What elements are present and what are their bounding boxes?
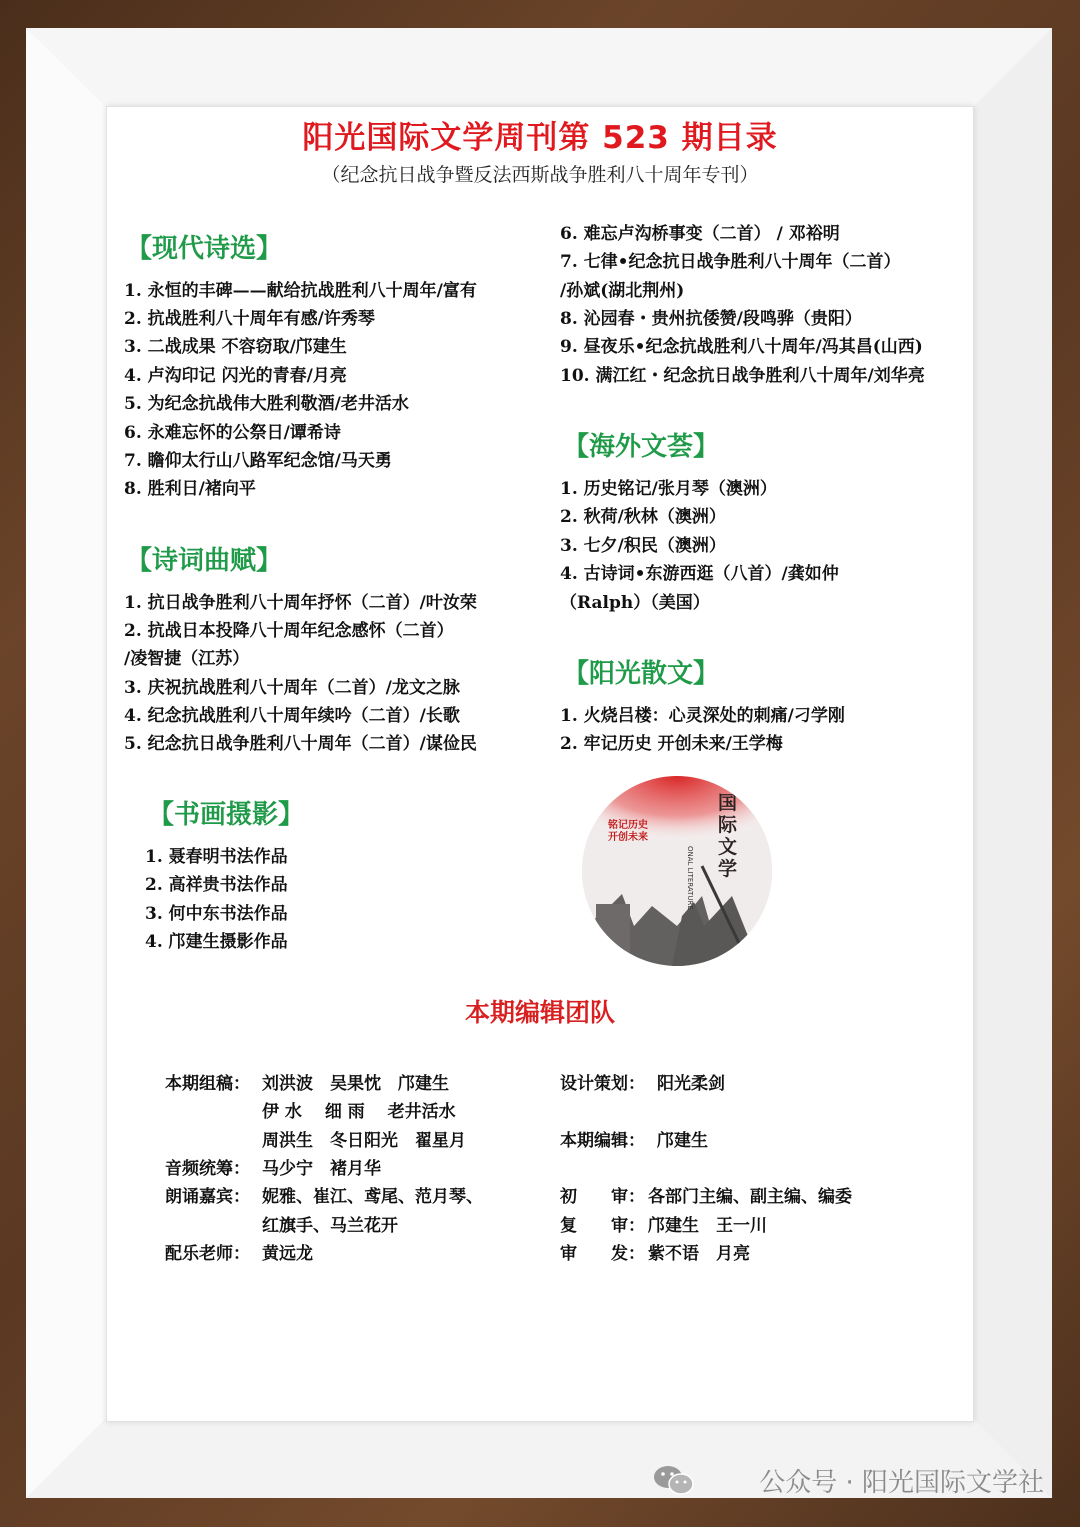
list-item[interactable]: 4. 纪念抗战胜利八十周年续吟（二首）/长歌 — [124, 706, 460, 726]
list-item[interactable]: 7. 瞻仰太行山八路军纪念馆/马天勇 — [124, 451, 392, 471]
page-title: 阳光国际文学周刊第 523 期目录 — [302, 120, 778, 156]
team-value: 阳光柔剑 — [657, 1074, 725, 1094]
team-value: 伊 水 细 雨 老井活水 — [262, 1102, 456, 1122]
cover-slogan-line2: 开创未来 — [608, 832, 648, 843]
list-item[interactable]: 1. 聂春明书法作品 — [145, 847, 288, 867]
team-value: 紫不语 月亮 — [648, 1244, 750, 1264]
list-item[interactable]: 8. 胜利日/褚向平 — [124, 479, 256, 499]
section-heading-prose: 【阳光散文】 — [563, 659, 720, 689]
cover-illustration — [582, 776, 772, 966]
cover-title: 国际文学 — [718, 792, 738, 880]
section-heading-calligraphy: 【书画摄影】 — [148, 800, 305, 830]
list-item[interactable]: 1. 火烧吕楼：心灵深处的刺痛/刁学刚 — [560, 706, 845, 726]
list-item[interactable]: 1. 历史铭记/张月琴（澳洲） — [560, 479, 777, 499]
cover-slogan-line1: 铭记历史 — [608, 820, 648, 831]
list-item[interactable]: 2. 抗战日本投降八十周年纪念感怀（二首） — [124, 621, 454, 641]
team-label: 审 发： — [560, 1244, 645, 1264]
list-item[interactable]: 8. 沁园春・贵州抗倭赞/段鸣骅（贵阳） — [560, 309, 862, 329]
list-item[interactable]: 5. 纪念抗日战争胜利八十周年（二首）/谋俭民 — [124, 734, 477, 754]
list-item[interactable]: /孙斌(湖北荆州) — [560, 281, 685, 301]
section-heading-overseas: 【海外文荟】 — [563, 432, 720, 462]
team-value: 黄远龙 — [262, 1244, 313, 1264]
list-item[interactable]: 9. 昼夜乐•纪念抗战胜利八十周年/冯其昌(山西) — [560, 337, 923, 357]
list-item[interactable]: 2. 抗战胜利八十周年有感/许秀琴 — [124, 309, 375, 329]
team-label: 本期组稿： — [165, 1074, 250, 1094]
section-heading-modern-poetry: 【现代诗选】 — [126, 234, 283, 264]
list-item[interactable]: 4. 古诗词•东游西逛（八首）/龚如仲 — [560, 564, 839, 584]
team-label: 设计策划： — [560, 1074, 645, 1094]
list-item[interactable]: 3. 何中东书法作品 — [145, 904, 288, 924]
team-value: 邝建生 王一川 — [648, 1216, 767, 1236]
team-label: 朗诵嘉宾： — [165, 1187, 250, 1207]
team-label: 音频统筹： — [165, 1159, 250, 1179]
cover-image — [582, 776, 772, 966]
list-item[interactable]: 3. 二战成果 不容窃取/邝建生 — [124, 337, 347, 357]
team-value: 邝建生 — [657, 1131, 708, 1151]
list-item[interactable]: 6. 难忘卢沟桥事变（二首） / 邓裕明 — [560, 224, 840, 244]
list-item[interactable]: 1. 永恒的丰碑——献给抗战胜利八十周年/富有 — [124, 281, 477, 301]
team-label: 初 审： — [560, 1187, 645, 1207]
team-value: 刘洪波 吴果忱 邝建生 — [262, 1074, 449, 1094]
team-label: 复 审： — [560, 1216, 645, 1236]
list-item[interactable]: /凌智捷（江苏） — [124, 649, 250, 669]
list-item[interactable]: 5. 为纪念抗战伟大胜利敬酒/老井活水 — [124, 394, 409, 414]
team-heading: 本期编辑团队 — [464, 998, 615, 1027]
list-item[interactable]: 2. 高祥贵书法作品 — [145, 875, 288, 895]
team-value: 马少宁 褚月华 — [262, 1159, 381, 1179]
team-value: 妮雅、崔江、鸢尾、范月琴、 — [262, 1187, 483, 1207]
list-item[interactable]: 3. 庆祝抗战胜利八十周年（二首）/龙文之脉 — [124, 678, 460, 698]
team-value: 各部门主编、副主编、编委 — [648, 1187, 852, 1207]
page-subtitle: （纪念抗日战争暨反法西斯战争胜利八十周年专刊） — [321, 164, 759, 186]
section-heading-classical-poetry: 【诗词曲赋】 — [126, 546, 283, 576]
list-item[interactable]: 1. 抗日战争胜利八十周年抒怀（二首）/叶汝荣 — [124, 593, 477, 613]
list-item[interactable]: 4. 邝建生摄影作品 — [145, 932, 288, 952]
list-item[interactable]: 2. 牢记历史 开创未来/王学梅 — [560, 734, 783, 754]
list-item[interactable]: 7. 七律•纪念抗日战争胜利八十周年（二首） — [560, 252, 901, 272]
list-item[interactable]: 3. 七夕/积民（澳洲） — [560, 536, 726, 556]
list-item[interactable]: 6. 永难忘怀的公祭日/谭希诗 — [124, 423, 341, 443]
list-item[interactable]: （Ralph）（美国） — [560, 593, 710, 613]
team-value: 红旗手、马兰花开 — [262, 1216, 398, 1236]
list-item[interactable]: 10. 满江红・纪念抗日战争胜利八十周年/刘华亮 — [560, 366, 925, 386]
wechat-icon — [652, 1463, 696, 1497]
cover-english-text: ONAL LITERATURE — [686, 846, 694, 910]
team-value: 周洪生 冬日阳光 翟星月 — [262, 1131, 466, 1151]
team-label: 配乐老师： — [165, 1244, 250, 1264]
watermark-text: 公众号 · 阳光国际文学社 — [759, 1468, 1044, 1498]
list-item[interactable]: 4. 卢沟印记 闪光的青春/月亮 — [124, 366, 347, 386]
team-label: 本期编辑： — [560, 1131, 645, 1151]
list-item[interactable]: 2. 秋荷/秋林（澳洲） — [560, 507, 726, 527]
